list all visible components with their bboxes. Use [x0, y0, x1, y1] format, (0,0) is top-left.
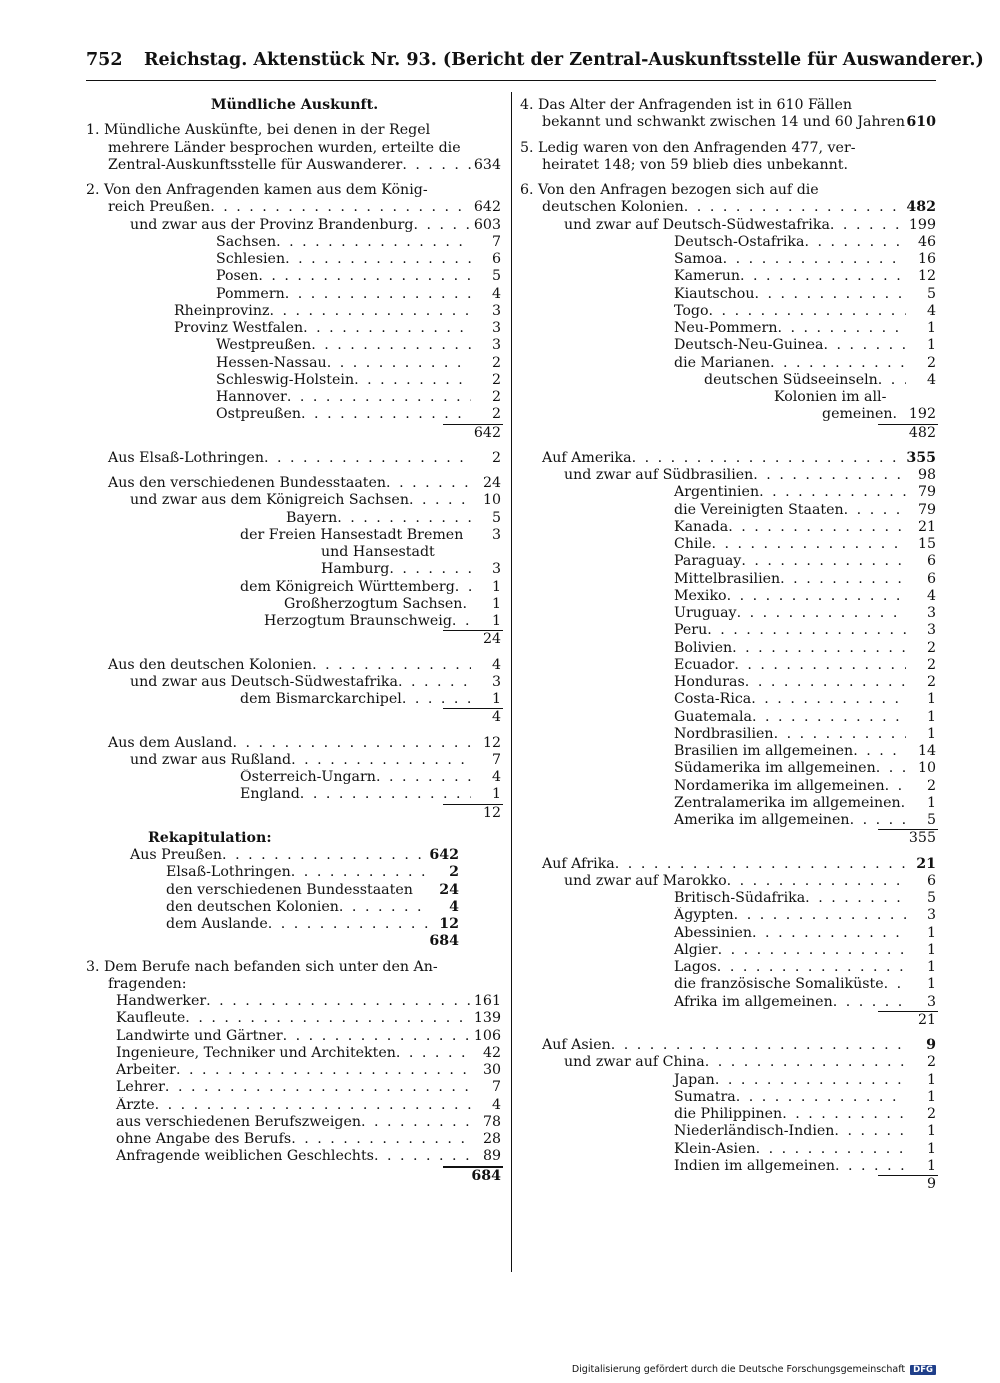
list-item: Deutsch-Neu-Guinea . . . 1 — [520, 337, 938, 354]
list-item: Argentinien . . . 79 — [520, 484, 938, 501]
section-6 — [520, 182, 938, 442]
list-item: Paraguay . . . 6 — [520, 553, 938, 570]
list-item: Kiautschou . . . 5 — [520, 286, 938, 303]
text-line: 3. Dem Berufe nach befanden sich unter den An- — [86, 958, 438, 975]
list-item: den verschiedenen Bundesstaaten 24 — [166, 881, 459, 898]
list-item: und zwar auf Marokko . . . 6 — [520, 873, 938, 890]
list-item: die Philippinen . . . 2 — [520, 1106, 938, 1123]
list-item: Großherzogtum Sachsen . . . 1 — [86, 596, 503, 613]
list-item: deutschen Südseeinseln . . . 4 — [520, 372, 938, 389]
text-line: 2. Von den Anfragenden kamen aus dem König- — [86, 182, 428, 198]
section-afrika — [520, 856, 938, 1030]
list-item: Ingenieure, Techniker und Architekten . . . 42 — [86, 1045, 503, 1062]
list-item: Costa-Rica . . . 1 — [520, 691, 938, 708]
total-row: 684 — [443, 1166, 503, 1185]
sum-row: Aus den verschiedenen Bundesstaaten . . . 24 — [86, 475, 503, 492]
sum-row: Auf Amerika . . . 355 — [520, 450, 938, 467]
list-item: Niederländisch-Indien . . . 1 — [520, 1123, 938, 1140]
sum-row: Zentral-Auskunftsstelle für Auswanderer . . . 634 — [86, 157, 503, 174]
list-item: England . . . 1 — [86, 786, 503, 803]
list-item: Sumatra . . . 1 — [520, 1089, 938, 1106]
list-item: Guatemala . . . 1 — [520, 709, 938, 726]
list-item: die Marianen . . . 2 — [520, 355, 938, 372]
list-item: Klein-Asien . . . 1 — [520, 1141, 938, 1158]
list-item: ohne Angabe des Berufs . . . 28 — [86, 1131, 503, 1148]
list-item: Peru . . . 3 — [520, 622, 938, 639]
list-item: Ärzte . . . 4 — [86, 1097, 503, 1114]
total-row: 355 — [878, 829, 938, 847]
list-item: dem Bismarckarchipel . . . 1 — [86, 691, 503, 708]
list-item: Bolivien . . . 2 — [520, 640, 938, 657]
list-item: dem Auslande . . . 12 — [86, 916, 503, 933]
list-item: Indien im allgemeinen . . . 1 — [520, 1158, 938, 1175]
list-item: Nordamerika im allgemeinen . . . 2 — [520, 778, 938, 795]
list-item: Landwirte und Gärtner . . . 106 — [86, 1028, 503, 1045]
list-item: Mittelbrasilien . . . 6 — [520, 571, 938, 588]
section-kolonien — [86, 657, 503, 727]
list-item: und zwar aus Rußland . . . 7 — [86, 752, 503, 769]
left-column — [86, 97, 503, 1185]
list-item: Ecuador . . . 2 — [520, 657, 938, 674]
list-item: gemeinen . . . 192 — [520, 406, 938, 423]
list-item: Abessinien . . . 1 — [520, 925, 938, 942]
sum-row: Auf Asien . . . 9 — [520, 1037, 938, 1054]
section-asien — [520, 1037, 938, 1193]
list-item: Samoa . . . 16 — [520, 251, 938, 268]
list-item: Lagos . . . 1 — [520, 959, 938, 976]
list-item: und zwar auf Deutsch-Südwestafrika . . . 199 — [520, 217, 938, 234]
page-number: 752 — [86, 50, 123, 70]
total-row: 684 — [429, 933, 459, 950]
section-ausland — [86, 735, 503, 822]
list-item: aus verschiedenen Berufszweigen . . . 78 — [86, 1114, 503, 1131]
list-item: und Hansestadt — [321, 544, 435, 560]
list-item: die französische Somaliküste . . . 1 — [520, 976, 938, 993]
total-row: 4 — [443, 708, 503, 726]
list-item: Algier . . . 1 — [520, 942, 938, 959]
section-elsass — [86, 450, 503, 467]
list-item: Ostpreußen . . . 2 — [86, 406, 503, 423]
list-item: Pommern . . . 4 — [86, 286, 503, 303]
list-item: dem Königreich Württemberg . . . 1 — [86, 579, 503, 596]
total-row: 642 — [443, 424, 503, 442]
section-bundesstaaten — [86, 475, 503, 649]
list-item: Posen . . . 5 — [86, 268, 503, 285]
list-item: Handwerker . . . 161 — [86, 993, 503, 1010]
list-item: Sachsen . . . 7 — [86, 234, 503, 251]
text-line: fragenden: — [108, 975, 187, 992]
list-item: den deutschen Kolonien . . . 4 — [86, 899, 503, 916]
sum-row: deutschen Kolonien . . . 482 — [520, 199, 938, 216]
list-item: Honduras . . . 2 — [520, 674, 938, 691]
list-item: Aus Preußen . . . 642 — [86, 847, 503, 864]
list-item: Ägypten . . . 3 — [520, 907, 938, 924]
list-item: Amerika im allgemeinen . . . 5 — [520, 812, 938, 829]
total-row: 9 — [878, 1175, 938, 1193]
list-item: Neu-Pommern . . . 1 — [520, 320, 938, 337]
list-item: Schlesien . . . 6 — [86, 251, 503, 268]
column-divider — [511, 92, 512, 1272]
recap-heading: Rekapitulation: — [148, 829, 272, 846]
text-line: heiratet 148; von 59 blieb dies unbekannt. — [542, 156, 849, 173]
list-item: Arbeiter . . . 30 — [86, 1062, 503, 1079]
text-line: 5. Ledig waren von den Anfragenden 477, ver- — [520, 139, 856, 156]
total-row: 24 — [443, 630, 503, 648]
section-heading: Mündliche Auskunft. — [210, 97, 379, 113]
list-item: Provinz Westfalen . . . 3 — [86, 320, 503, 337]
footer — [572, 1364, 936, 1375]
list-item: Mexiko . . . 4 — [520, 588, 938, 605]
list-item: Herzogtum Braunschweig . . . 1 — [86, 613, 503, 630]
footer-text: Digitalisierung gefördert durch die Deutsche Forschungsgemeinschaft — [571, 1364, 906, 1375]
list-item: und zwar aus der Provinz Brandenburg . . . 603 — [86, 217, 503, 234]
list-item: und zwar auf Südbrasilien . . . 98 — [520, 467, 938, 484]
list-item: Österreich-Ungarn . . . 4 — [86, 769, 503, 786]
list-item: Afrika im allgemeinen . . . 3 — [520, 994, 938, 1011]
list-item: Rheinprovinz . . . 3 — [86, 303, 503, 320]
list-item: Chile . . . 15 — [520, 536, 938, 553]
header-rule — [86, 80, 936, 81]
list-item: und zwar aus dem Königreich Sachsen . . . 10 — [86, 492, 503, 509]
section-1 — [86, 122, 503, 174]
sum-row: Aus Elsaß-Lothringen . . . 2 — [86, 450, 503, 467]
section-2 — [86, 182, 503, 442]
list-item: Hannover . . . 2 — [86, 389, 503, 406]
sum-row: bekannt und schwankt zwischen 14 und 60 Jahren 610 — [542, 114, 936, 131]
list-item: und zwar aus Deutsch-Südwestafrika . . . 3 — [86, 674, 503, 691]
section-amerika — [520, 450, 938, 848]
dfg-logo: DFG — [910, 1365, 936, 1375]
sum-row: Aus dem Ausland . . . 12 — [86, 735, 503, 752]
list-item: Lehrer . . . 7 — [86, 1079, 503, 1096]
list-item: Anfragende weiblichen Geschlechts . . . 89 — [86, 1148, 503, 1165]
list-item: Nordbrasilien . . . 1 — [520, 726, 938, 743]
list-item: Westpreußen . . . 3 — [86, 337, 503, 354]
text-line: 1. Mündliche Auskünfte, bei denen in der Regel — [86, 122, 431, 139]
section-3 — [86, 959, 503, 1185]
text-line: 6. Von den Anfragen bezogen sich auf die — [520, 182, 819, 198]
list-item: Bayern . . . 5 — [86, 510, 503, 527]
total-row: 482 — [878, 424, 938, 442]
list-item: Uruguay . . . 3 — [520, 605, 938, 622]
list-item: Japan . . . 1 — [520, 1072, 938, 1089]
list-item: Zentralamerika im allgemeinen . . . 1 — [520, 795, 938, 812]
sum-row: reich Preußen . . . 642 — [86, 199, 503, 216]
text-line: mehrere Länder besprochen wurden, erteilte die — [108, 139, 461, 156]
list-item: Elsaß-Lothringen . . . 2 — [86, 864, 503, 881]
list-item: Schleswig-Holstein . . . 2 — [86, 372, 503, 389]
sum-row: Auf Afrika . . . 21 — [520, 856, 938, 873]
section-recap — [86, 830, 503, 951]
list-item: Togo . . . 4 — [520, 303, 938, 320]
list-item: Kanada . . . 21 — [520, 519, 938, 536]
section-5 — [520, 140, 938, 175]
page-header — [86, 50, 984, 76]
list-item: Kamerun . . . 12 — [520, 268, 938, 285]
list-item: die Vereinigten Staaten . . . 79 — [520, 502, 938, 519]
right-column — [520, 97, 938, 1193]
list-item: Kolonien im all- — [774, 389, 887, 405]
list-item: Brasilien im allgemeinen . . . 14 — [520, 743, 938, 760]
list-item: der Freien Hansestadt Bremen 3 — [240, 526, 501, 543]
list-item: Hessen-Nassau . . . 2 — [86, 355, 503, 372]
page-title: Reichstag. Aktenstück Nr. 93. (Bericht der Zentral-Auskunftsstelle für Auswanderer.) — [144, 50, 984, 70]
list-item: und zwar auf China . . . 2 — [520, 1054, 938, 1071]
list-item: Britisch-Südafrika . . . 5 — [520, 890, 938, 907]
list-item: Hamburg . . . 3 — [86, 561, 503, 578]
list-item: Südamerika im allgemeinen . . . 10 — [520, 760, 938, 777]
total-row: 12 — [443, 804, 503, 822]
sum-row: Aus den deutschen Kolonien . . . 4 — [86, 657, 503, 674]
list-item: Kaufleute . . . 139 — [86, 1010, 503, 1027]
text-line: 4. Das Alter der Anfragenden ist in 610 Fällen — [520, 97, 852, 113]
section-4 — [520, 97, 938, 132]
list-item: Deutsch-Ostafrika . . . 46 — [520, 234, 938, 251]
total-row: 21 — [878, 1011, 938, 1029]
